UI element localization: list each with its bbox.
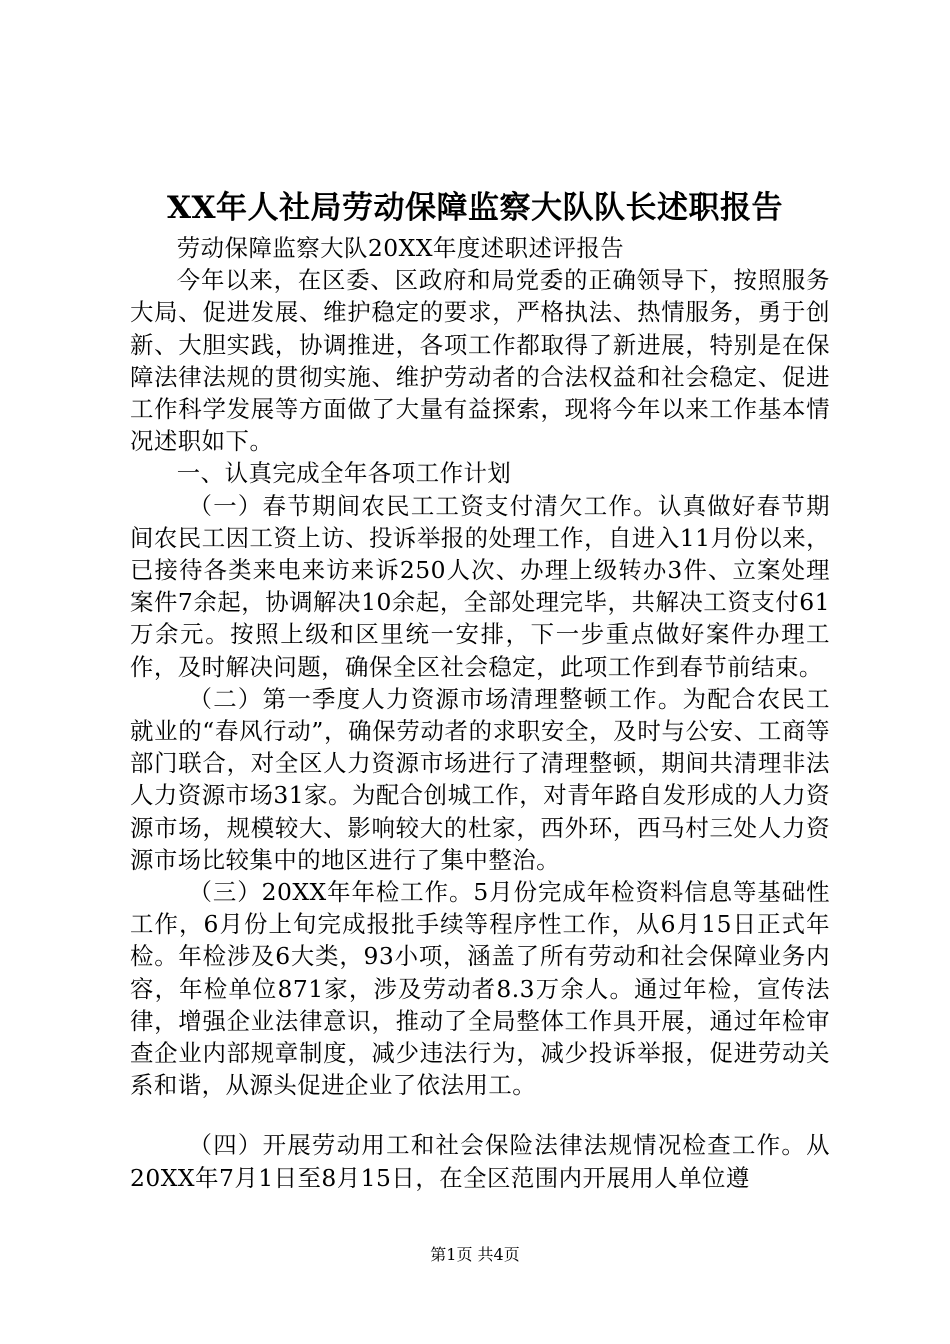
item-paragraph-1: （一）春节期间农民工工资支付清欠工作。认真做好春节期间农民工因工资上访、投诉举报的处理工作，自进入11月份以来，已接待各类来电来访来诉250人次、办理上级转办3件、立案处理案件7余起，协调解决10余起，全部处理完毕，共解决工资支付61万余元。按照上级和区里统一安排，下一步重点做好案件办理工作，及时解决问题，确保全区社会稳定，此项工作到春节前结束。 <box>130 491 830 681</box>
section-heading: 一、认真完成全年各项工作计划 <box>176 459 512 488</box>
item-paragraph-3: （三）20XX年年检工作。5月份完成年检资料信息等基础性工作，6月份上旬完成报批手续等程序性工作，从6月15日正式年检。年检涉及6大类，93小项，涵盖了所有劳动和社会保障业务内容，年检单位871家，涉及劳动者8.3万余人。通过年检，宣传法律，增强企业法律意识，推动了全局整体工作具开展，通过年检审查企业内部规章制度，减少违法行为，减少投诉举报，促进劳动关系和谐，从源头促进企业了依法用工。 <box>130 878 830 1100</box>
page-number-footer: 第1页 共4页 <box>430 1245 520 1264</box>
intro-paragraph: 今年以来，在区委、区政府和局党委的正确领导下，按照服务大局、促进发展、维护稳定的要求，严格执法、热情服务，勇于创新、大胆实践，协调推进，各项工作都取得了新进展，特别是在保障法律法规的贯彻实施、维护劳动者的合法权益和社会稳定、促进工作科学发展等方面做了大量有益探索，现将今年以来工作基本情况述职如下。 <box>130 266 830 456</box>
document-title: XX年人社局劳动保障监察大队队长述职报告 <box>166 190 784 226</box>
item-paragraph-2: （二）第一季度人力资源市场清理整顿工作。为配合农民工就业的“春风行动”，确保劳动者的求职安全，及时与公安、工商等部门联合，对全区人力资源市场进行了清理整顿，期间共清理非法人力资源市场31家。为配合创城工作，对青年路自发形成的人力资源市场，规模较大、影响较大的杜家，西外环，西马村三处人力资源市场比较集中的地区进行了集中整治。 <box>130 684 830 874</box>
item-paragraph-4: （四）开展劳动用工和社会保险法律法规情况检查工作。从20XX年7月1日至8月15日，在全区范围内开展用人单位遵 <box>130 1131 830 1192</box>
report-subtitle: 劳动保障监察大队20XX年度述职述评报告 <box>176 234 625 262</box>
document-body <box>130 232 830 1194</box>
